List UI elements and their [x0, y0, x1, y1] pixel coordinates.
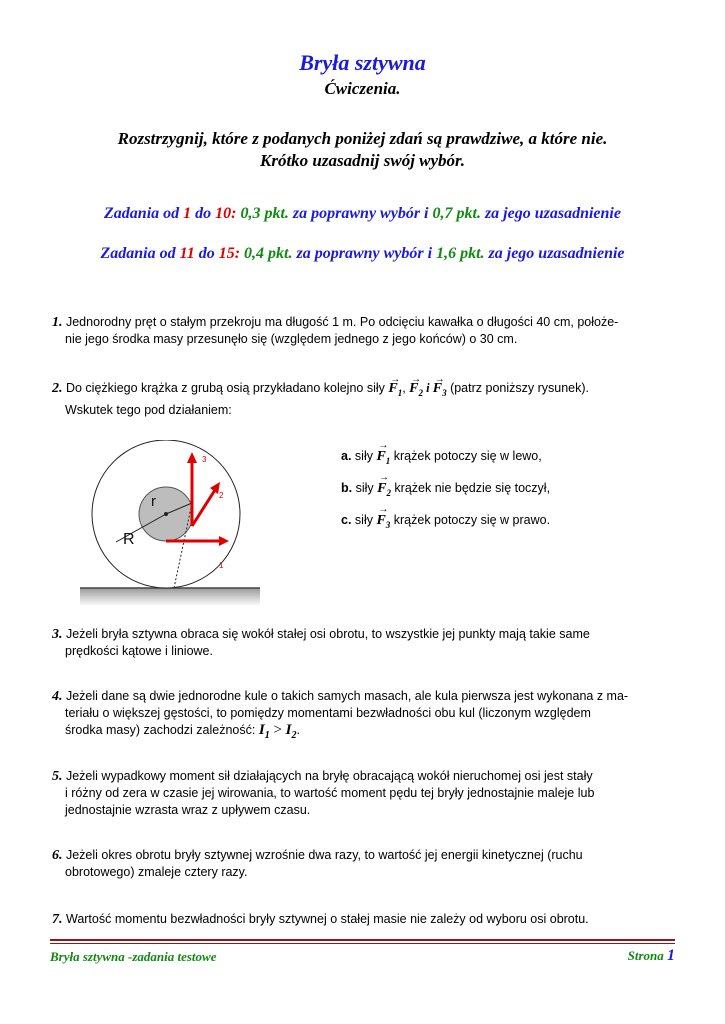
moment-i1: I [258, 722, 265, 738]
option-force-symbol [377, 472, 391, 498]
page-subtitle: Ćwiczenia. [324, 79, 401, 98]
vector-subscript: 1 [385, 455, 391, 466]
force-f1-symbol [388, 374, 403, 402]
question-text: Jednorodny pręt o stałym przekroju ma długość 1 m. Po odcięciu kawałka o długości 40 cm, położe- [65, 315, 619, 329]
option-a [341, 440, 542, 466]
scoring-mid: do [191, 205, 216, 222]
scoring-colon: : [231, 205, 237, 222]
instruction-line-2: Krótko uzasadnij swój wybór. [259, 151, 465, 170]
question-number: 4. [52, 689, 63, 704]
question-text-end: (patrz poniższy rysunek). [446, 381, 590, 395]
option-pre: siły [351, 513, 377, 527]
question-text: Wartość momentu bezwładności bryły sztywnej o stałej masie nie zależy od wyboru osi obrotu. [65, 912, 589, 926]
moment-i2-sub: 2 [291, 730, 297, 741]
question-text: Jeżeli dane są dwie jednorodne kule o takich samych masach, ale kula pierwsza jest wykonana z ma- [65, 689, 629, 703]
force-f2-symbol [409, 374, 424, 402]
question-text-cont: Wskutek tego pod działaniem: [65, 402, 232, 417]
period: . [296, 723, 300, 737]
vector-letter: F [376, 449, 386, 464]
question-4 [52, 688, 672, 744]
option-force-symbol [376, 504, 391, 530]
option-text: krążek potoczy się w lewo, [390, 449, 542, 463]
footer-rule-thin [50, 943, 675, 944]
scoring-text-2: za jego uzasadnienie [484, 245, 625, 262]
footer-document-title: Bryła sztywna -zadania testowe [50, 949, 217, 964]
question-5 [52, 768, 672, 819]
label-R: R [123, 531, 135, 548]
scoring-from: 11 [179, 245, 195, 262]
question-2 [52, 374, 672, 419]
option-c [341, 504, 551, 530]
rolling-disk-figure [76, 440, 266, 610]
vector-letter: F [376, 513, 386, 528]
option-letter: b. [341, 481, 353, 495]
question-text: Jeżeli bryła sztywna obraca się wokół stałej osi obrotu, to wszystkie jej punkty mają takie same [65, 627, 590, 641]
vector-letter: F [409, 381, 419, 396]
floor [80, 588, 260, 606]
label-f2: 2 [219, 491, 224, 500]
vector-arrow: → [411, 374, 422, 385]
moment-i1-sub: 1 [264, 730, 270, 741]
moment-i2: I [285, 722, 292, 738]
vector-letter: F [377, 481, 387, 496]
option-pre: siły [351, 449, 377, 463]
vector-arrow: → [378, 504, 389, 515]
footer-page-label: Strona [627, 948, 667, 963]
question-3 [52, 626, 672, 660]
force-f3-symbol [432, 374, 447, 402]
scoring-mid: do [194, 245, 219, 262]
question-number: 3. [52, 627, 63, 642]
greater-than: > [269, 722, 286, 738]
scoring-text-1: za poprawny wybór i [288, 205, 433, 222]
option-pre: siły [352, 481, 378, 495]
vector-arrow: → [390, 374, 401, 385]
question-text-cont: obrotowego) zmaleje cztery razy. [65, 865, 248, 879]
scoring-rule-2 [0, 245, 725, 263]
scoring-prefix: Zadania od [104, 205, 184, 222]
footer-page-indicator [628, 947, 675, 965]
scoring-to: 10 [215, 205, 232, 222]
option-letter: c. [341, 513, 352, 527]
option-force-symbol [376, 440, 391, 466]
scoring-points-justification: 0,7 pkt. [432, 205, 481, 222]
vector-arrow: → [378, 440, 389, 451]
label-r: r [151, 493, 156, 510]
question-text-line3: jednostajnie wzrasta wraz z upływem czasu. [65, 803, 311, 817]
vector-letter: F [432, 381, 443, 396]
question-number: 2. [52, 381, 63, 396]
scoring-to: 15 [218, 245, 235, 262]
vector-subscript: 3 [385, 519, 391, 530]
scoring-points-justification: 1,6 pkt. [436, 245, 485, 262]
footer-rule-thick [50, 939, 675, 941]
question-text-cont: prędkości kątowe i liniowe. [65, 644, 213, 658]
question-text-cont: nie jego środka masy przesunęło się (względem jednego z jego końców) o 30 cm. [65, 332, 518, 346]
separator: , [402, 381, 410, 395]
question-text: Do ciężkiego krążka z grubą osią przykładano kolejno siły [65, 381, 389, 395]
question-7 [52, 911, 672, 928]
vector-letter: F [388, 381, 398, 396]
scoring-from: 1 [183, 205, 192, 222]
vector-subscript: 1 [397, 387, 403, 398]
scoring-text-2: za jego uzasadnienie [480, 205, 621, 222]
option-b [341, 472, 551, 498]
question-number: 6. [52, 848, 63, 863]
option-text: krążek potoczy się w prawo. [390, 513, 551, 527]
label-f1: 1 [219, 561, 224, 570]
scoring-prefix: Zadania od [100, 245, 180, 262]
scoring-colon: : [234, 245, 241, 262]
vector-arrow: → [379, 472, 390, 483]
question-number: 7. [52, 912, 63, 927]
instruction-line-1: Rozstrzygnij, które z podanych poniżej zdań są prawdziwe, a które nie. [117, 129, 608, 148]
footer-page-number: 1 [667, 947, 675, 964]
question-text-line3: środka masy) zachodzi zależność: [65, 723, 259, 737]
vector-subscript: 2 [386, 487, 391, 498]
scoring-points-choice: 0,3 pkt. [236, 205, 289, 222]
scoring-text-1: za poprawny wybór i [292, 245, 437, 262]
option-text: krążek nie będzie się toczył, [390, 481, 551, 495]
question-text-line2: teriału o większej gęstości, to pomiędzy momentami bezwładności obu kul (liczonym względem [65, 706, 591, 720]
page-title: Bryła sztywna [299, 50, 426, 75]
vector-arrow: → [434, 374, 445, 385]
question-text-line2: i różny od zera w czasie jej wirowania, to wartość moment pędu tej bryły jednostajnie maleje lub [65, 786, 595, 800]
question-number: 1. [52, 315, 63, 330]
question-1 [52, 314, 672, 348]
label-f3: 3 [202, 455, 207, 464]
scoring-points-choice: 0,4 pkt. [240, 245, 293, 262]
question-number: 5. [52, 769, 63, 784]
inequality [258, 722, 297, 741]
vector-subscript: 2 [418, 387, 424, 398]
conjunction: i [423, 381, 433, 395]
vector-subscript: 3 [442, 387, 447, 398]
question-text: Jeżeli okres obrotu bryły sztywnej wzrośnie dwa razy, to wartość jej energii kinetycznej (ruchu [65, 848, 583, 862]
question-text: Jeżeli wypadkowy moment sił działających na bryłę obracającą wokół nieruchomej osi jest stały [65, 769, 593, 783]
question-6 [52, 847, 672, 881]
scoring-rule-1 [0, 205, 725, 223]
option-letter: a. [341, 449, 352, 463]
